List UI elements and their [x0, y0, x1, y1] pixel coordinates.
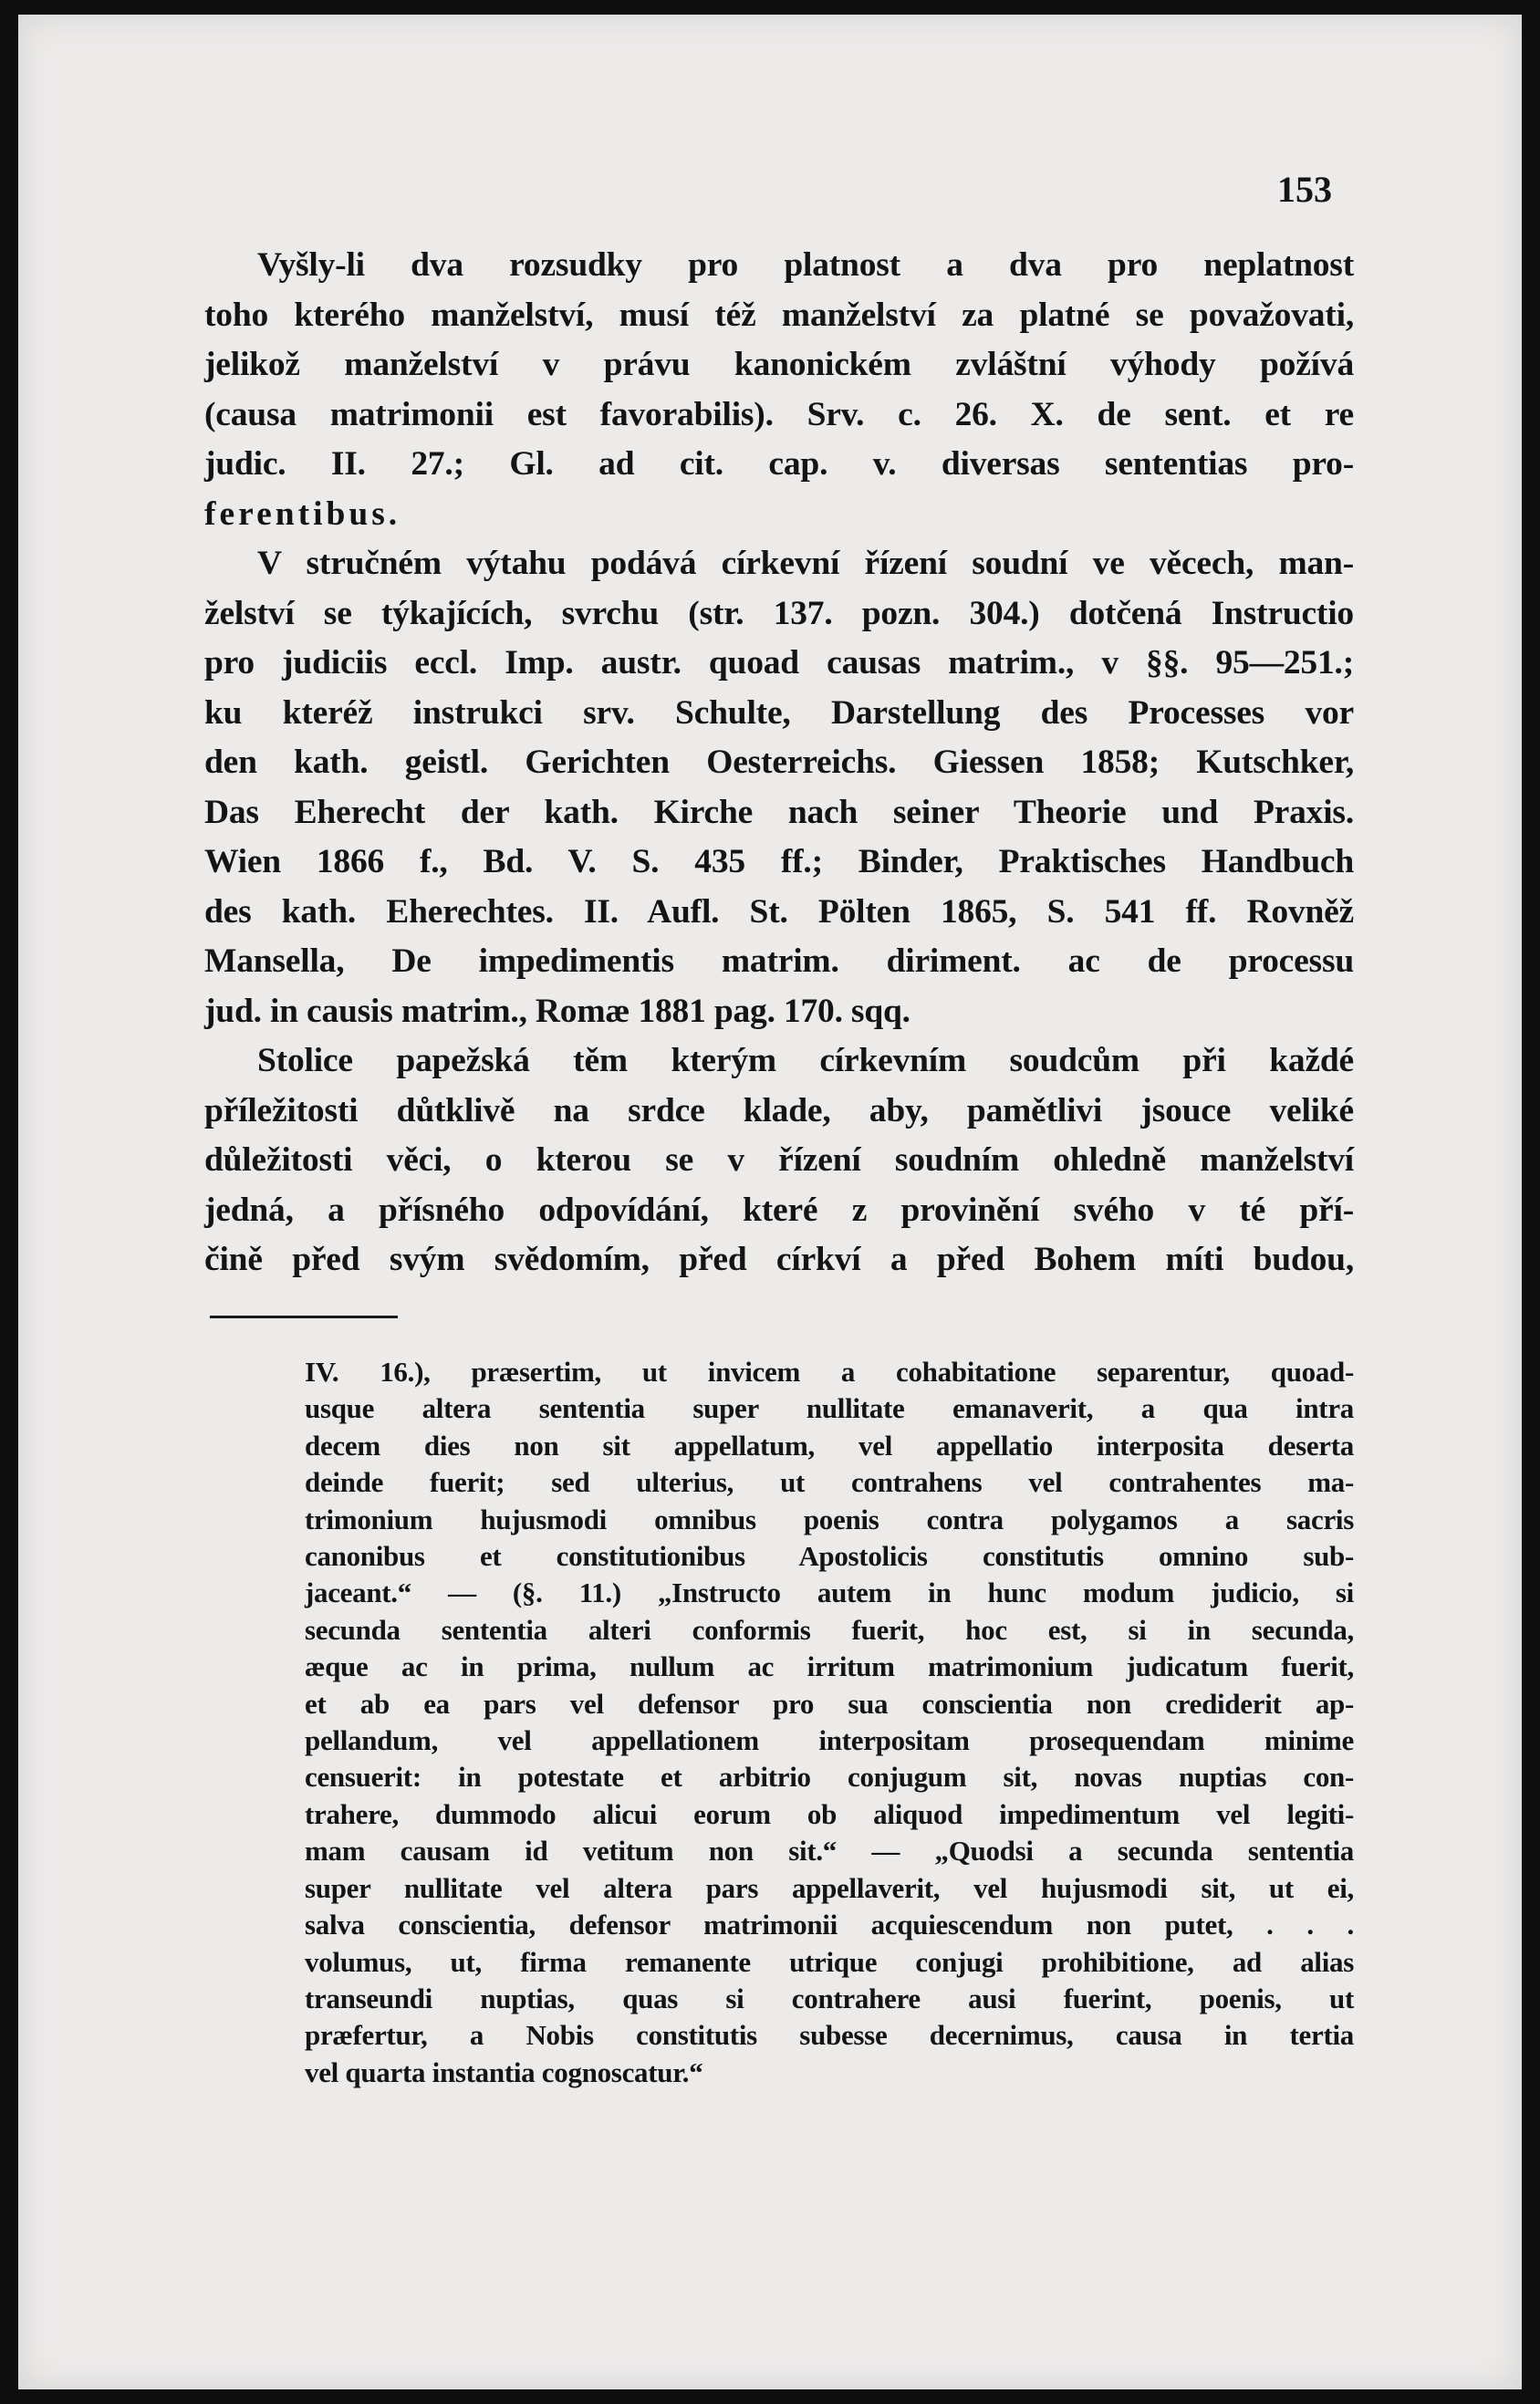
footnote-line: usque altera sententia super nullitate emanaverit, a qua intra [305, 1392, 1354, 1425]
paragraph-2 [204, 539, 1354, 1036]
paragraph-3 [204, 1036, 1354, 1285]
footnote-line: et ab ea pars vel defensor pro sua conscientia non crediderit ap- [305, 1687, 1354, 1720]
text-line: judic. II. 27.; Gl. ad cit. cap. v. diversas sententias pro- [204, 445, 1354, 483]
footnote-line: mam causam id vetitum non sit.“ — „Quodsi a secunda sententia [305, 1835, 1354, 1868]
text-line: Vyšly-li dva rozsudky pro platnost a dva pro neplatnost [257, 246, 1354, 284]
footnote-line: trimonium hujusmodi omnibus poenis contra polygamos a sacris [305, 1503, 1354, 1535]
footnote-line: præfertur, a Nobis constitutis subesse decernimus, causa in tertia [305, 2019, 1354, 2052]
text-line: pro judiciis eccl. Imp. austr. quoad causas matrim., v §§. 95—251.; [204, 644, 1354, 682]
footnote-line: super nullitate vel altera pars appellaverit, vel hujusmodi sit, ut ei, [305, 1871, 1354, 1904]
footnote-line: salva conscientia, defensor matrimonii acquiescendum non putet, . . . [305, 1909, 1354, 1941]
book-page [18, 15, 1522, 2389]
text-line: jelikož manželství v právu kanonickém zvláštní výhody požívá [204, 346, 1354, 383]
footnote-line: transeundi nuptias, quas si contrahere ausi fuerint, poenis, ut [305, 1982, 1354, 2014]
footnote-line: canonibus et constitutionibus Apostolicis constitutis omnino sub- [305, 1540, 1354, 1573]
text-line: jedná, a přísného odpovídání, které z provinění svého v té pří- [204, 1191, 1354, 1229]
footnote-line: deinde fuerit; sed ulterius, ut contrahens vel contrahentes ma- [305, 1466, 1354, 1499]
text-line: ku kteréž instrukci srv. Schulte, Darstellung des Processes vor [204, 693, 1354, 732]
text-line: želství se týkajících, svrchu (str. 137. pozn. 304.) dotčená Instructio [204, 594, 1354, 632]
footnote-line: censuerit: in potestate et arbitrio conjugum sit, novas nuptias con- [305, 1761, 1354, 1794]
footnote-line: decem dies non sit appellatum, vel appellatio interposita deserta [305, 1429, 1354, 1462]
footnote [305, 1354, 1354, 2091]
footnote-line: volumus, ut, firma remanente utrique conjugi prohibitione, ad alias [305, 1945, 1354, 1978]
text-line: ferentibus. [204, 494, 401, 533]
text-line: toho kterého manželství, musí též manželství za platné se považovati, [204, 296, 1354, 334]
footnote-line: IV. 16.), præsertim, ut invicem a cohabitatione separentur, quoad- [305, 1356, 1354, 1388]
footnote-line: vel quarta instantia cognoscatur.“ [305, 2055, 703, 2088]
text-line: důležitosti věci, o kterou se v řízení soudním ohledně manželství [204, 1141, 1354, 1179]
text-line: Stolice papežská těm kterým církevním soudcům při každé [257, 1042, 1354, 1079]
footnote-line: trahere, dummodo alicui eorum ob aliquod impedimentum vel legiti- [305, 1797, 1354, 1830]
text-line: čině před svým svědomím, před církví a před Bohem míti budou, [204, 1241, 1354, 1278]
footnote-divider [210, 1316, 398, 1318]
text-line: příležitosti důtklivě na srdce klade, aby, pamětlivi jsouce veliké [204, 1091, 1354, 1129]
text-line: (causa matrimonii est favorabilis). Srv. c. 26. X. de sent. et re [204, 395, 1354, 433]
footnote-line: jaceant.“ — (§. 11.) „Instructo autem in hunc modum judicio, si [305, 1577, 1354, 1609]
footnote-line: pellandum, vel appellationem interpositam prosequendam minime [305, 1724, 1354, 1757]
text-line: den kath. geistl. Gerichten Oesterreichs. Giessen 1858; Kutschker, [204, 744, 1354, 781]
text-line: des kath. Eherechtes. II. Aufl. St. Pölten 1865, S. 541 ff. Rovněž [204, 892, 1354, 931]
paragraph-1 [204, 241, 1354, 539]
text-line: Wien 1866 f., Bd. V. S. 435 ff.; Binder, Praktisches Handbuch [204, 843, 1354, 880]
page-number: 153 [1277, 169, 1332, 210]
text-line: V stručném výtahu podává církevní řízení soudní ve věcech, man- [257, 545, 1354, 582]
text-line: jud. in causis matrim., Romæ 1881 pag. 170. sqq. [204, 992, 910, 1030]
text-line: Mansella, De impedimentis matrim. diriment. ac de processu [204, 942, 1354, 980]
footnote-line: æque ac in prima, nullum ac irritum matrimonium judicatum fuerit, [305, 1650, 1354, 1683]
text-line: Das Eherecht der kath. Kirche nach seiner Theorie und Praxis. [204, 793, 1354, 831]
main-text [204, 241, 1354, 1285]
footnote-line: secunda sententia alteri conformis fuerit, hoc est, si in secunda, [305, 1613, 1354, 1646]
